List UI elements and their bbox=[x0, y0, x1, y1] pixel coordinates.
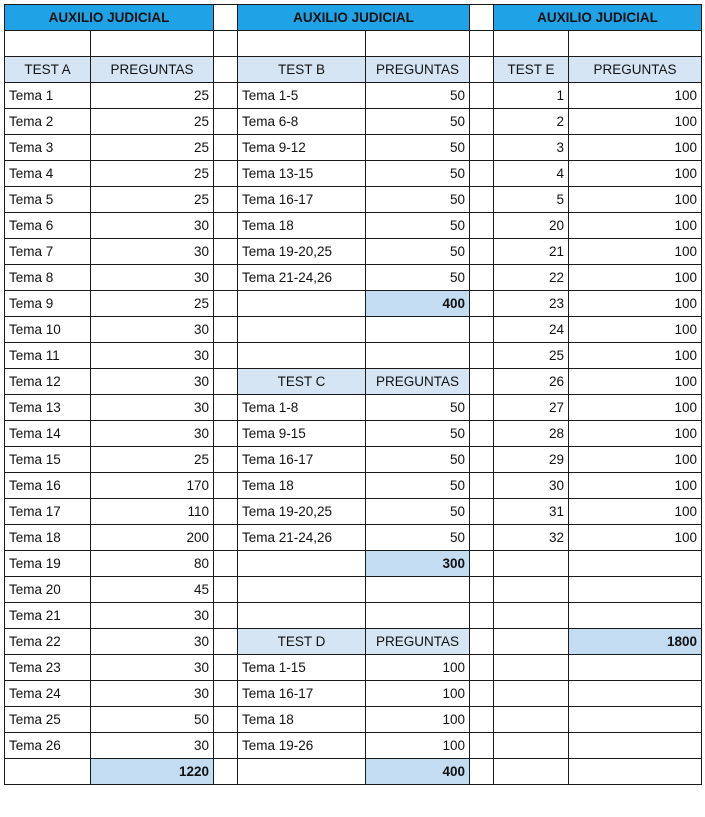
empty-cell[interactable] bbox=[470, 733, 494, 759]
test-c-row-value[interactable]: 50 bbox=[366, 421, 470, 447]
empty-cell[interactable] bbox=[470, 421, 494, 447]
empty-cell[interactable] bbox=[470, 369, 494, 395]
empty-cell[interactable] bbox=[494, 681, 569, 707]
test-a-row-label[interactable]: Tema 26 bbox=[5, 733, 91, 759]
test-e-row-label[interactable]: 5 bbox=[494, 187, 569, 213]
empty-cell[interactable] bbox=[494, 551, 569, 577]
sheet-row bbox=[5, 135, 702, 161]
empty-cell[interactable] bbox=[494, 577, 569, 603]
test-a-row-value[interactable]: 110 bbox=[91, 499, 214, 525]
test-b-row-value[interactable]: 50 bbox=[366, 109, 470, 135]
test-e-row-value[interactable]: 100 bbox=[569, 239, 702, 265]
test-a-row-value[interactable]: 45 bbox=[91, 577, 214, 603]
test-a-row-label[interactable]: Tema 13 bbox=[5, 395, 91, 421]
test-b-row-label[interactable]: Tema 18 bbox=[238, 213, 366, 239]
test-e-row-value[interactable]: 100 bbox=[569, 525, 702, 551]
empty-cell[interactable] bbox=[569, 707, 702, 733]
empty-cell[interactable] bbox=[366, 317, 470, 343]
empty-cell[interactable] bbox=[238, 551, 366, 577]
test-a-row-label[interactable]: Tema 1 bbox=[5, 83, 91, 109]
test-e-row-value[interactable]: 100 bbox=[569, 83, 702, 109]
empty-cell[interactable] bbox=[5, 759, 91, 785]
test-e-row-label[interactable]: 1 bbox=[494, 83, 569, 109]
test-a-row-label[interactable]: Tema 3 bbox=[5, 135, 91, 161]
test-e-row-label[interactable]: 22 bbox=[494, 265, 569, 291]
sheet-row bbox=[5, 551, 702, 577]
test-b-row-label[interactable]: Tema 9-12 bbox=[238, 135, 366, 161]
empty-cell[interactable] bbox=[569, 681, 702, 707]
empty-cell[interactable] bbox=[494, 629, 569, 655]
title-cell[interactable]: AUXILIO JUDICIAL bbox=[5, 5, 214, 31]
test-a-row-value[interactable]: 30 bbox=[91, 395, 214, 421]
test-e-row-value[interactable]: 100 bbox=[569, 447, 702, 473]
test-e-row-label[interactable]: 21 bbox=[494, 239, 569, 265]
empty-cell[interactable] bbox=[494, 31, 569, 57]
empty-cell[interactable] bbox=[494, 759, 569, 785]
empty-cell[interactable] bbox=[214, 213, 238, 239]
sheet-row bbox=[5, 603, 702, 629]
test-e-row-value[interactable]: 100 bbox=[569, 343, 702, 369]
empty-cell[interactable] bbox=[494, 603, 569, 629]
empty-cell[interactable] bbox=[470, 187, 494, 213]
empty-cell[interactable] bbox=[366, 343, 470, 369]
sheet-row bbox=[5, 655, 702, 681]
test-e-row-value[interactable]: 100 bbox=[569, 187, 702, 213]
empty-cell[interactable] bbox=[470, 629, 494, 655]
test-e-row-value[interactable]: 100 bbox=[569, 395, 702, 421]
test-b-row-label[interactable]: Tema 16-17 bbox=[238, 187, 366, 213]
empty-cell[interactable] bbox=[470, 57, 494, 83]
test-a-row-label[interactable]: Tema 22 bbox=[5, 629, 91, 655]
empty-cell[interactable] bbox=[470, 31, 494, 57]
empty-cell[interactable] bbox=[470, 265, 494, 291]
empty-cell[interactable] bbox=[214, 681, 238, 707]
test-e-row-label[interactable]: 32 bbox=[494, 525, 569, 551]
empty-cell[interactable] bbox=[214, 499, 238, 525]
test-e-row-label[interactable]: 3 bbox=[494, 135, 569, 161]
test-c-row-label[interactable]: Tema 21-24,26 bbox=[238, 525, 366, 551]
empty-cell[interactable] bbox=[366, 603, 470, 629]
test-a-row-value[interactable]: 30 bbox=[91, 629, 214, 655]
empty-cell[interactable] bbox=[238, 577, 366, 603]
sheet-row bbox=[5, 395, 702, 421]
test-c-row-value[interactable]: 50 bbox=[366, 473, 470, 499]
empty-cell[interactable] bbox=[470, 707, 494, 733]
test-b-row-value[interactable]: 50 bbox=[366, 135, 470, 161]
empty-cell[interactable] bbox=[470, 213, 494, 239]
empty-cell[interactable] bbox=[569, 31, 702, 57]
test-a-row-value[interactable]: 30 bbox=[91, 213, 214, 239]
sheet-row bbox=[5, 369, 702, 395]
sheet-row bbox=[5, 187, 702, 213]
empty-cell[interactable] bbox=[214, 421, 238, 447]
empty-cell[interactable] bbox=[214, 577, 238, 603]
test-a-row-label[interactable]: Tema 20 bbox=[5, 577, 91, 603]
test-a-row-value[interactable]: 25 bbox=[91, 83, 214, 109]
empty-cell[interactable] bbox=[214, 395, 238, 421]
test-d-col-header[interactable]: PREGUNTAS bbox=[366, 629, 470, 655]
test-a-row-label[interactable]: Tema 4 bbox=[5, 161, 91, 187]
empty-cell[interactable] bbox=[214, 447, 238, 473]
test-e-row-value[interactable]: 100 bbox=[569, 499, 702, 525]
test-c-row-label[interactable]: Tema 16-17 bbox=[238, 447, 366, 473]
test-e-header[interactable]: TEST E bbox=[494, 57, 569, 83]
test-a-row-value[interactable]: 170 bbox=[91, 473, 214, 499]
test-a-row-label[interactable]: Tema 8 bbox=[5, 265, 91, 291]
test-a-row-label[interactable]: Tema 25 bbox=[5, 707, 91, 733]
empty-cell[interactable] bbox=[238, 291, 366, 317]
sheet-row bbox=[5, 31, 702, 57]
test-b-row-label[interactable]: Tema 21-24,26 bbox=[238, 265, 366, 291]
test-c-col-header[interactable]: PREGUNTAS bbox=[366, 369, 470, 395]
test-a-row-label[interactable]: Tema 23 bbox=[5, 655, 91, 681]
test-d-total[interactable]: 400 bbox=[366, 759, 470, 785]
empty-cell[interactable] bbox=[470, 109, 494, 135]
test-c-row-value[interactable]: 50 bbox=[366, 395, 470, 421]
sheet-row bbox=[5, 317, 702, 343]
test-e-row-label[interactable]: 28 bbox=[494, 421, 569, 447]
empty-cell[interactable] bbox=[91, 31, 214, 57]
test-e-row-value[interactable]: 100 bbox=[569, 265, 702, 291]
test-d-row-label[interactable]: Tema 18 bbox=[238, 707, 366, 733]
test-a-row-label[interactable]: Tema 10 bbox=[5, 317, 91, 343]
empty-cell[interactable] bbox=[238, 31, 366, 57]
test-b-header[interactable]: TEST B bbox=[238, 57, 366, 83]
empty-cell[interactable] bbox=[214, 759, 238, 785]
test-e-row-label[interactable]: 27 bbox=[494, 395, 569, 421]
test-e-row-value[interactable]: 100 bbox=[569, 161, 702, 187]
test-a-row-label[interactable]: Tema 17 bbox=[5, 499, 91, 525]
test-b-row-value[interactable]: 50 bbox=[366, 161, 470, 187]
empty-cell[interactable] bbox=[569, 733, 702, 759]
empty-cell[interactable] bbox=[470, 447, 494, 473]
empty-cell[interactable] bbox=[470, 681, 494, 707]
test-a-row-value[interactable]: 30 bbox=[91, 239, 214, 265]
empty-cell[interactable] bbox=[214, 161, 238, 187]
empty-cell[interactable] bbox=[214, 551, 238, 577]
empty-cell[interactable] bbox=[214, 603, 238, 629]
test-d-header[interactable]: TEST D bbox=[238, 629, 366, 655]
sheet-row bbox=[5, 421, 702, 447]
test-e-row-label[interactable]: 2 bbox=[494, 109, 569, 135]
empty-cell[interactable] bbox=[569, 603, 702, 629]
sheet-row bbox=[5, 629, 702, 655]
empty-cell[interactable] bbox=[214, 369, 238, 395]
test-c-row-value[interactable]: 50 bbox=[366, 525, 470, 551]
test-e-row-label[interactable]: 31 bbox=[494, 499, 569, 525]
test-d-row-value[interactable]: 100 bbox=[366, 655, 470, 681]
sheet-row bbox=[5, 499, 702, 525]
test-b-row-value[interactable]: 50 bbox=[366, 239, 470, 265]
test-e-row-label[interactable]: 4 bbox=[494, 161, 569, 187]
test-a-row-label[interactable]: Tema 16 bbox=[5, 473, 91, 499]
test-b-row-label[interactable]: Tema 19-20,25 bbox=[238, 239, 366, 265]
sheet-row bbox=[5, 213, 702, 239]
empty-cell[interactable] bbox=[238, 317, 366, 343]
empty-cell[interactable] bbox=[470, 551, 494, 577]
empty-cell[interactable] bbox=[470, 161, 494, 187]
empty-cell[interactable] bbox=[470, 135, 494, 161]
sheet-row bbox=[5, 681, 702, 707]
empty-cell[interactable] bbox=[214, 629, 238, 655]
test-e-col-header[interactable]: PREGUNTAS bbox=[569, 57, 702, 83]
test-d-row-value[interactable]: 100 bbox=[366, 733, 470, 759]
test-c-header[interactable]: TEST C bbox=[238, 369, 366, 395]
test-e-row-value[interactable]: 100 bbox=[569, 291, 702, 317]
test-a-row-value[interactable]: 30 bbox=[91, 317, 214, 343]
test-a-row-value[interactable]: 25 bbox=[91, 135, 214, 161]
empty-cell[interactable] bbox=[470, 83, 494, 109]
test-a-row-value[interactable]: 25 bbox=[91, 161, 214, 187]
title-cell[interactable]: AUXILIO JUDICIAL bbox=[494, 5, 702, 31]
test-e-row-value[interactable]: 100 bbox=[569, 473, 702, 499]
empty-cell[interactable] bbox=[470, 473, 494, 499]
empty-cell[interactable] bbox=[470, 395, 494, 421]
test-e-row-label[interactable]: 24 bbox=[494, 317, 569, 343]
empty-cell[interactable] bbox=[214, 239, 238, 265]
empty-cell[interactable] bbox=[214, 135, 238, 161]
sheet-row bbox=[5, 83, 702, 109]
test-e-total[interactable]: 1800 bbox=[569, 629, 702, 655]
test-b-total[interactable]: 400 bbox=[366, 291, 470, 317]
empty-cell[interactable] bbox=[214, 109, 238, 135]
sheet-row bbox=[5, 57, 702, 83]
test-c-row-value[interactable]: 50 bbox=[366, 447, 470, 473]
sheet-row bbox=[5, 473, 702, 499]
spreadsheet-table bbox=[4, 4, 702, 785]
test-a-row-value[interactable]: 30 bbox=[91, 603, 214, 629]
empty-cell[interactable] bbox=[214, 525, 238, 551]
empty-cell[interactable] bbox=[214, 187, 238, 213]
test-a-row-label[interactable]: Tema 7 bbox=[5, 239, 91, 265]
test-a-row-value[interactable]: 80 bbox=[91, 551, 214, 577]
empty-cell[interactable] bbox=[494, 707, 569, 733]
empty-cell[interactable] bbox=[214, 291, 238, 317]
empty-cell[interactable] bbox=[470, 291, 494, 317]
sheet-row bbox=[5, 707, 702, 733]
test-a-row-value[interactable]: 200 bbox=[91, 525, 214, 551]
test-a-row-label[interactable]: Tema 21 bbox=[5, 603, 91, 629]
title-cell[interactable]: AUXILIO JUDICIAL bbox=[238, 5, 470, 31]
test-d-row-label[interactable]: Tema 16-17 bbox=[238, 681, 366, 707]
empty-cell[interactable] bbox=[214, 31, 238, 57]
test-a-row-label[interactable]: Tema 24 bbox=[5, 681, 91, 707]
test-b-row-value[interactable]: 50 bbox=[366, 213, 470, 239]
test-a-row-value[interactable]: 30 bbox=[91, 265, 214, 291]
empty-cell[interactable] bbox=[494, 733, 569, 759]
test-c-total[interactable]: 300 bbox=[366, 551, 470, 577]
sheet-row bbox=[5, 525, 702, 551]
test-c-row-label[interactable]: Tema 18 bbox=[238, 473, 366, 499]
test-a-row-value[interactable]: 25 bbox=[91, 291, 214, 317]
empty-cell[interactable] bbox=[366, 577, 470, 603]
test-a-row-label[interactable]: Tema 9 bbox=[5, 291, 91, 317]
test-a-row-label[interactable]: Tema 14 bbox=[5, 421, 91, 447]
test-e-row-label[interactable]: 20 bbox=[494, 213, 569, 239]
test-b-row-value[interactable]: 50 bbox=[366, 187, 470, 213]
test-b-row-label[interactable]: Tema 6-8 bbox=[238, 109, 366, 135]
empty-cell[interactable] bbox=[569, 577, 702, 603]
empty-cell[interactable] bbox=[470, 5, 494, 31]
test-c-row-value[interactable]: 50 bbox=[366, 499, 470, 525]
test-a-header[interactable]: TEST A bbox=[5, 57, 91, 83]
test-a-row-value[interactable]: 25 bbox=[91, 447, 214, 473]
empty-cell[interactable] bbox=[470, 317, 494, 343]
test-c-row-label[interactable]: Tema 9-15 bbox=[238, 421, 366, 447]
test-b-row-value[interactable]: 50 bbox=[366, 265, 470, 291]
test-a-row-label[interactable]: Tema 2 bbox=[5, 109, 91, 135]
test-a-row-value[interactable]: 30 bbox=[91, 681, 214, 707]
sheet-row bbox=[5, 447, 702, 473]
empty-cell[interactable] bbox=[569, 759, 702, 785]
test-c-row-label[interactable]: Tema 19-20,25 bbox=[238, 499, 366, 525]
test-e-row-label[interactable]: 29 bbox=[494, 447, 569, 473]
test-b-col-header[interactable]: PREGUNTAS bbox=[366, 57, 470, 83]
empty-cell[interactable] bbox=[214, 317, 238, 343]
empty-cell[interactable] bbox=[470, 343, 494, 369]
empty-cell[interactable] bbox=[214, 5, 238, 31]
empty-cell[interactable] bbox=[569, 551, 702, 577]
test-d-row-value[interactable]: 100 bbox=[366, 681, 470, 707]
test-a-row-label[interactable]: Tema 18 bbox=[5, 525, 91, 551]
sheet-row bbox=[5, 343, 702, 369]
empty-cell[interactable] bbox=[470, 655, 494, 681]
test-d-row-label[interactable]: Tema 1-15 bbox=[238, 655, 366, 681]
empty-cell[interactable] bbox=[214, 655, 238, 681]
test-e-row-value[interactable]: 100 bbox=[569, 109, 702, 135]
test-a-row-label[interactable]: Tema 11 bbox=[5, 343, 91, 369]
test-a-row-label[interactable]: Tema 19 bbox=[5, 551, 91, 577]
test-a-row-label[interactable]: Tema 15 bbox=[5, 447, 91, 473]
empty-cell[interactable] bbox=[470, 525, 494, 551]
empty-cell[interactable] bbox=[214, 473, 238, 499]
test-e-row-label[interactable]: 30 bbox=[494, 473, 569, 499]
test-a-row-value[interactable]: 30 bbox=[91, 369, 214, 395]
test-e-row-value[interactable]: 100 bbox=[569, 317, 702, 343]
test-d-row-value[interactable]: 100 bbox=[366, 707, 470, 733]
empty-cell[interactable] bbox=[470, 603, 494, 629]
empty-cell[interactable] bbox=[214, 57, 238, 83]
sheet-row bbox=[5, 759, 702, 785]
sheet-row bbox=[5, 577, 702, 603]
sheet-row bbox=[5, 5, 702, 31]
test-a-row-value[interactable]: 50 bbox=[91, 707, 214, 733]
test-b-row-label[interactable]: Tema 1-5 bbox=[238, 83, 366, 109]
test-e-row-value[interactable]: 100 bbox=[569, 369, 702, 395]
test-b-row-label[interactable]: Tema 13-15 bbox=[238, 161, 366, 187]
test-a-row-value[interactable]: 30 bbox=[91, 421, 214, 447]
empty-cell[interactable] bbox=[238, 759, 366, 785]
test-a-row-label[interactable]: Tema 6 bbox=[5, 213, 91, 239]
test-a-row-label[interactable]: Tema 12 bbox=[5, 369, 91, 395]
empty-cell[interactable] bbox=[238, 343, 366, 369]
test-a-row-label[interactable]: Tema 5 bbox=[5, 187, 91, 213]
empty-cell[interactable] bbox=[569, 655, 702, 681]
test-e-row-value[interactable]: 100 bbox=[569, 135, 702, 161]
empty-cell[interactable] bbox=[214, 733, 238, 759]
test-c-row-label[interactable]: Tema 1-8 bbox=[238, 395, 366, 421]
empty-cell[interactable] bbox=[238, 603, 366, 629]
empty-cell[interactable] bbox=[470, 239, 494, 265]
test-a-col-header[interactable]: PREGUNTAS bbox=[91, 57, 214, 83]
empty-cell[interactable] bbox=[470, 577, 494, 603]
test-e-row-label[interactable]: 25 bbox=[494, 343, 569, 369]
empty-cell[interactable] bbox=[214, 83, 238, 109]
sheet-row bbox=[5, 733, 702, 759]
sheet-row bbox=[5, 239, 702, 265]
sheet-row bbox=[5, 291, 702, 317]
test-d-row-label[interactable]: Tema 19-26 bbox=[238, 733, 366, 759]
empty-cell[interactable] bbox=[470, 759, 494, 785]
empty-cell[interactable] bbox=[214, 707, 238, 733]
empty-cell[interactable] bbox=[470, 499, 494, 525]
test-b-row-value[interactable]: 50 bbox=[366, 83, 470, 109]
test-a-row-value[interactable]: 30 bbox=[91, 343, 214, 369]
empty-cell[interactable] bbox=[5, 31, 91, 57]
empty-cell[interactable] bbox=[366, 31, 470, 57]
test-e-row-value[interactable]: 100 bbox=[569, 421, 702, 447]
sheet-row bbox=[5, 109, 702, 135]
test-a-row-value[interactable]: 30 bbox=[91, 655, 214, 681]
empty-cell[interactable] bbox=[214, 343, 238, 369]
test-a-row-value[interactable]: 25 bbox=[91, 187, 214, 213]
test-e-row-label[interactable]: 23 bbox=[494, 291, 569, 317]
empty-cell[interactable] bbox=[214, 265, 238, 291]
test-a-row-value[interactable]: 25 bbox=[91, 109, 214, 135]
test-e-row-value[interactable]: 100 bbox=[569, 213, 702, 239]
test-a-row-value[interactable]: 30 bbox=[91, 733, 214, 759]
sheet-row bbox=[5, 161, 702, 187]
test-a-total[interactable]: 1220 bbox=[91, 759, 214, 785]
test-e-row-label[interactable]: 26 bbox=[494, 369, 569, 395]
empty-cell[interactable] bbox=[494, 655, 569, 681]
sheet-row bbox=[5, 265, 702, 291]
